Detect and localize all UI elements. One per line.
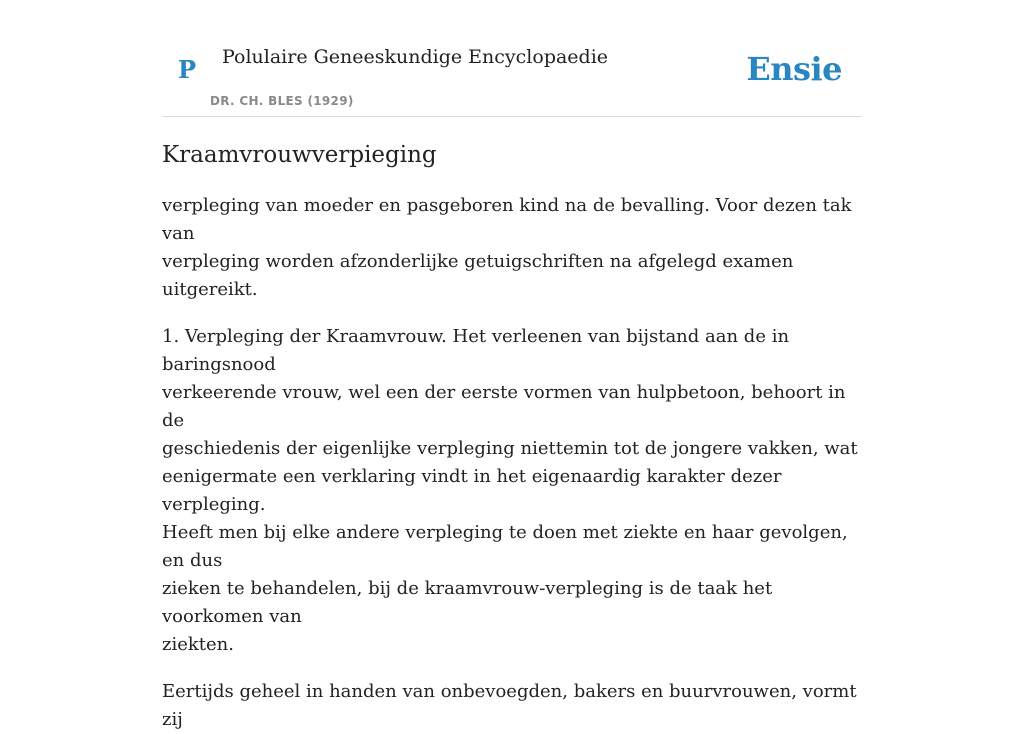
book-logo[interactable]: P xyxy=(178,55,197,84)
brand-logo[interactable]: Ensie xyxy=(746,50,842,88)
book-title[interactable]: Polulaire Geneeskundige Encyclopaedie xyxy=(222,46,609,68)
article-title: Kraamvrouwverpieging xyxy=(162,142,437,168)
article xyxy=(162,138,862,734)
book-author: DR. CH. BLES (1929) xyxy=(210,94,354,108)
article-paragraph: 1. Verpleging der Kraamvrouw. Het verleenen van bijstand aan de in baringsnood verkeerende vrouw, wel een der eerste vormen van hulpbetoon, behoort in de geschiedenis der eigenlijke verpleging niettemin tot de jongere vakken, wat eenigermate een verklaring vindt in het eigenaardig karakter dezer verpleging. Heeft men bij elke andere verpleging te doen met ziekte en haar gevolgen, en dus zieken te behandelen, bij de kraamvrouw-verpleging is de taak het voorkomen van ziekten. xyxy=(162,326,858,655)
article-paragraph: Eertijds geheel in handen van onbevoegden, bakers en buurvrouwen, vormt zij xyxy=(162,681,857,730)
header xyxy=(162,0,862,117)
article-paragraph: verpleging van moeder en pasgeboren kind na de bevalling. Voor dezen tak van verpleging worden afzonderlijke getuigschriften na afgelegd examen uitgereikt. xyxy=(162,195,852,300)
